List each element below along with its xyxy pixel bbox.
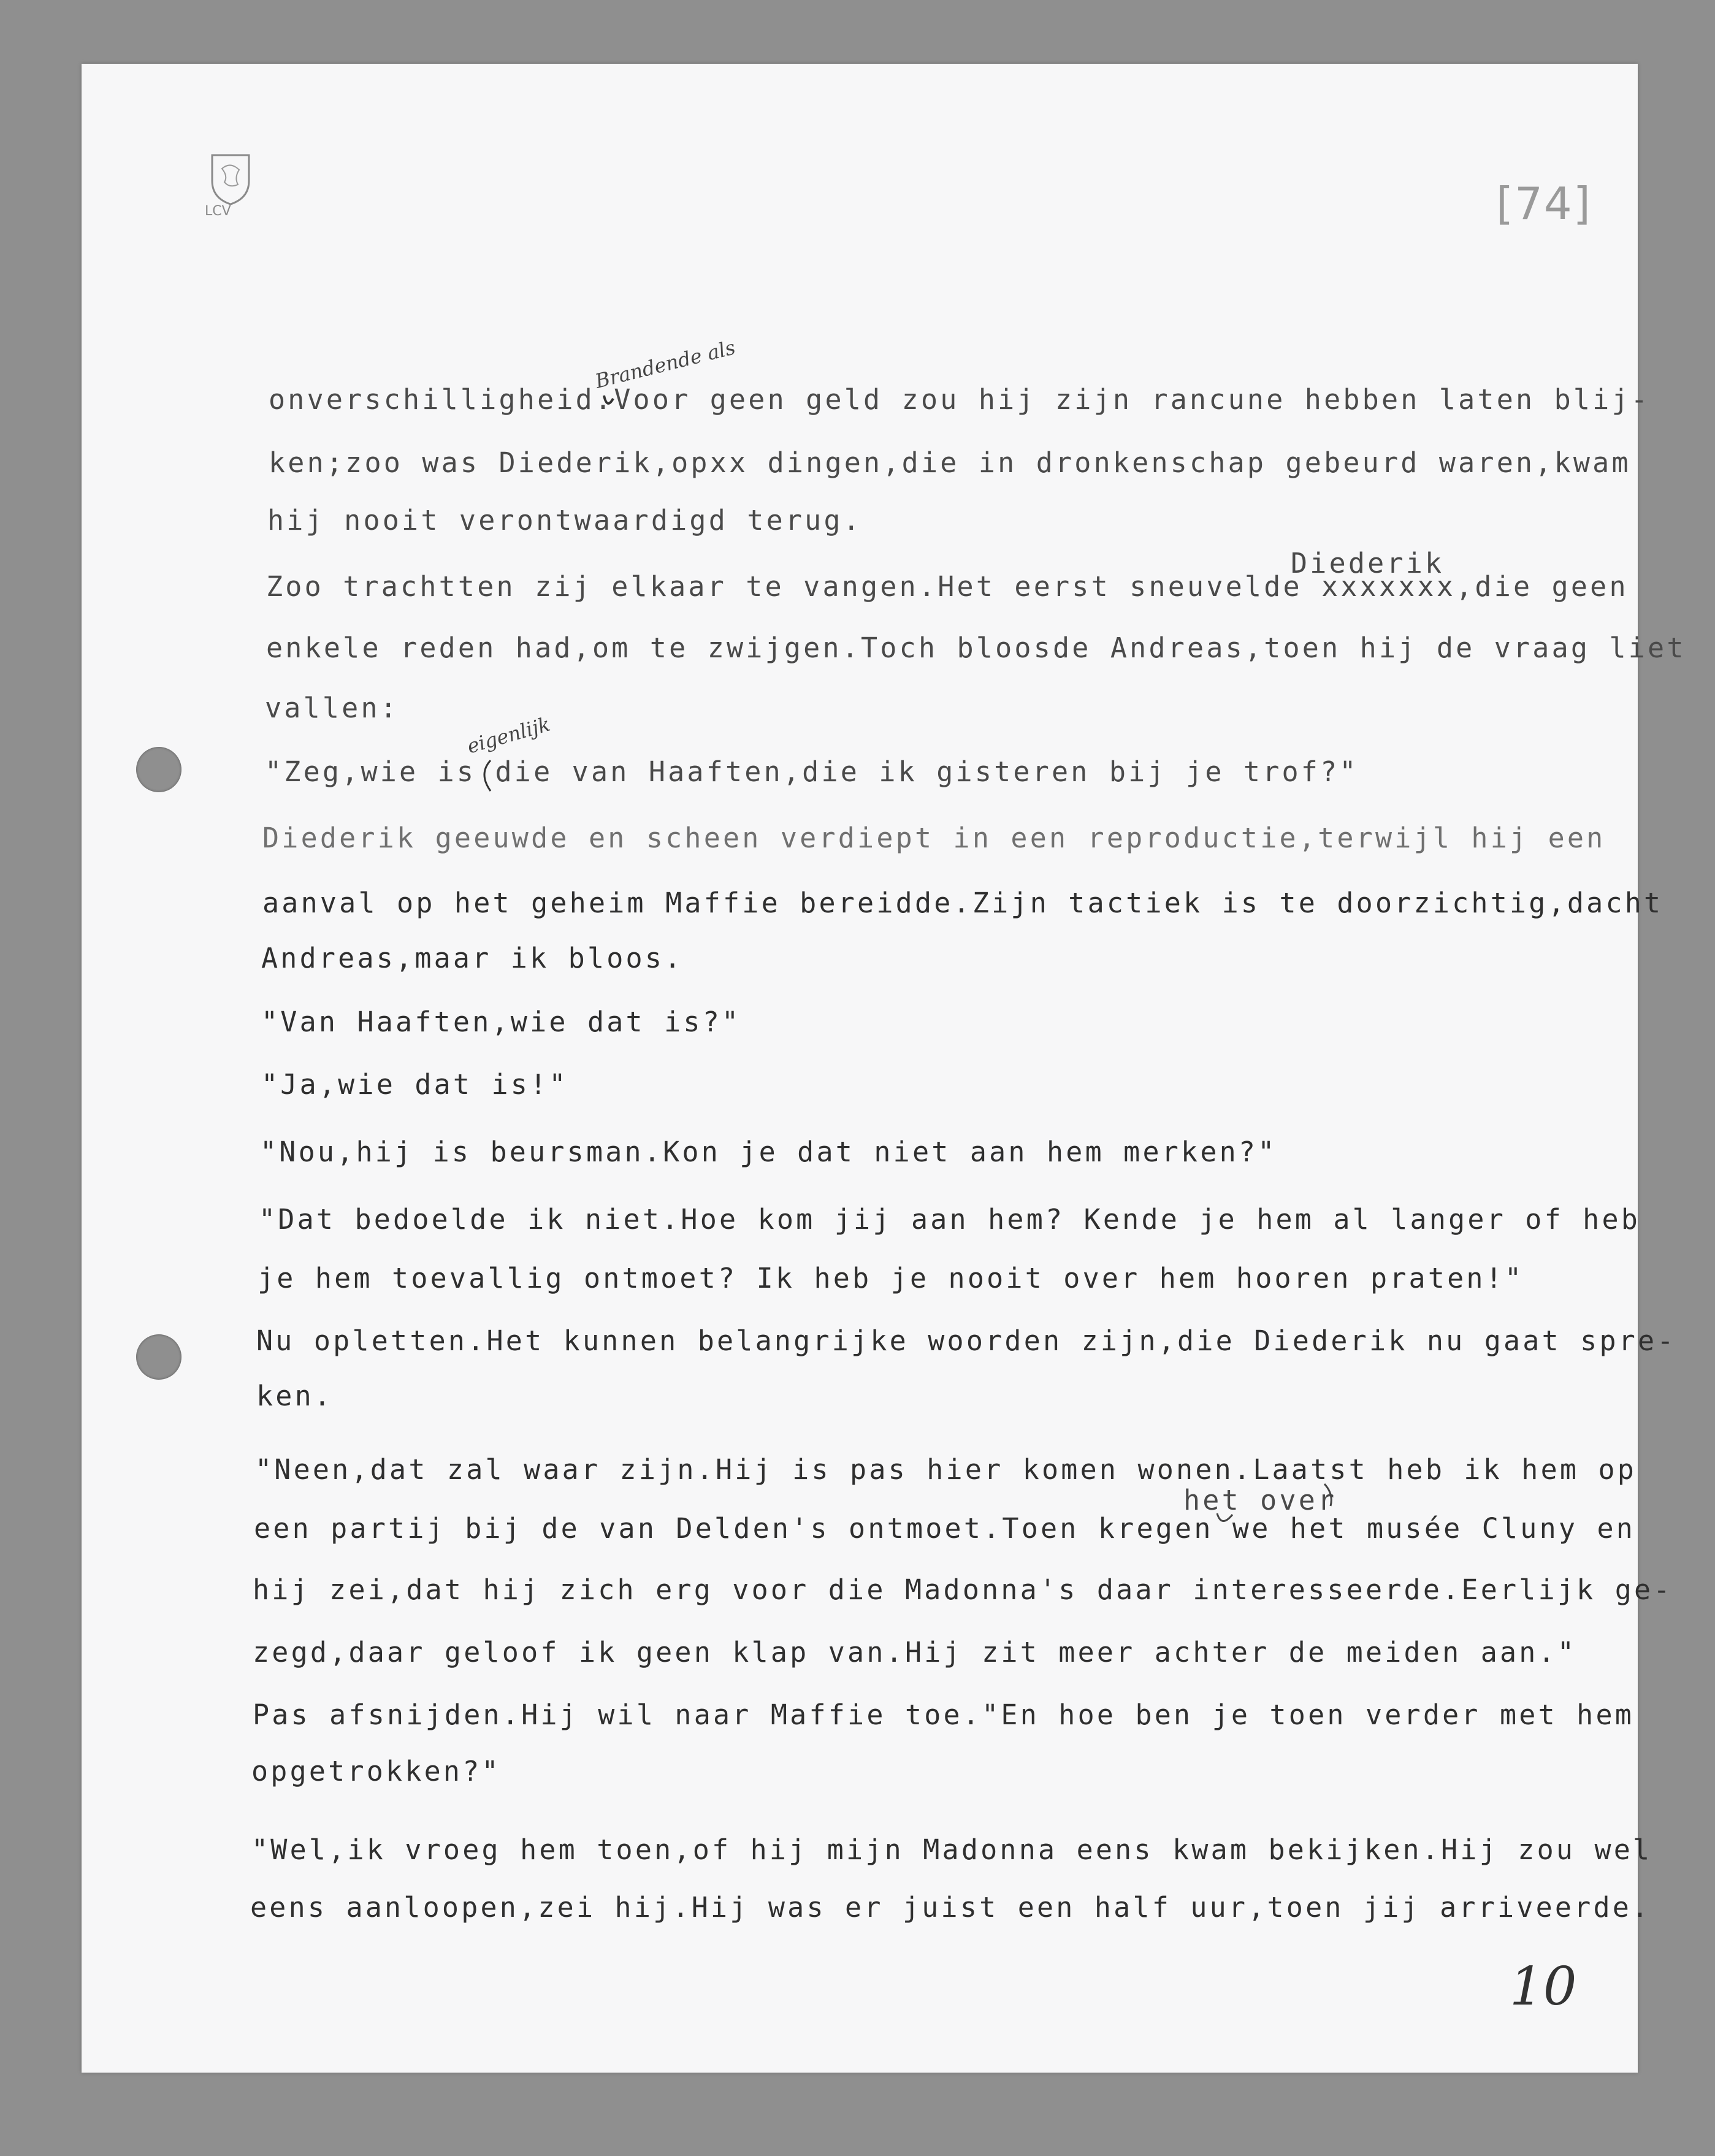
text-line-12: "Ja,wie dat is!": [261, 1068, 568, 1101]
text-line-1: onverschilligheid.Voor geen geld zou hij zijn rancune hebben laten blij-: [269, 383, 1651, 416]
text-line-22: Pas afsnijden.Hij wil naar Maffie toe."En hoe ben je toen verder met hem: [253, 1699, 1635, 1731]
insertion-het-over: het over: [1183, 1484, 1337, 1516]
text-line-19: een partij bij de van Delden's ontmoet.Toen kregen we het musée Cluny en: [254, 1512, 1636, 1545]
handwritten-note-brandende: Brandende als: [592, 335, 738, 393]
text-line-23: opgetrokken?": [251, 1755, 501, 1787]
text-line-14: "Dat bedoelde ik niet.Hoe kom jij aan hem? Kende je hem al langer of heb: [259, 1203, 1641, 1236]
page-number: 10: [1510, 1956, 1577, 2017]
text-line-17: ken.: [256, 1380, 334, 1412]
text-line-24: "Wel,ik vroeg hem toen,of hij mijn Madonna eens kwam bekijken.Hij zou wel: [251, 1833, 1652, 1866]
archive-number: [74]: [1496, 178, 1592, 229]
text-line-21: zegd,daar geloof ik geen klap van.Hij zit meer achter de meiden aan.": [253, 1636, 1577, 1669]
text-line-13: "Nou,hij is beursman.Kon je dat niet aan hem merken?": [260, 1136, 1277, 1168]
svg-text:LCV: LCV: [205, 204, 231, 218]
text-line-3: hij nooit verontwaardigd terug.: [267, 504, 863, 537]
handwritten-note-eigenlijk: eigenlijk: [464, 712, 553, 759]
text-line-4: Zoo trachtten zij elkaar te vangen.Het eerst sneuvelde xxxxxxx,die geen: [266, 570, 1629, 603]
text-line-20: hij zei,dat hij zich erg voor die Madonna's daar interesseerde.Eerlijk ge-: [253, 1573, 1673, 1606]
text-line-11: "Van Haaften,wie dat is?": [261, 1006, 741, 1038]
text-line-16: Nu opletten.Het kunnen belangrijke woorden zijn,die Diederik nu gaat spre-: [256, 1325, 1676, 1357]
text-line-6: vallen:: [265, 692, 400, 724]
insertion-diederik: Diederik: [1291, 547, 1445, 579]
text-line-10: Andreas,maar ik bloos.: [261, 942, 684, 974]
text-line-25: eens aanloopen,zei hij.Hij was er juist een half uur,toen jij arriveerde.: [250, 1891, 1651, 1924]
text-line-18: "Neen,dat zal waar zijn.Hij is pas hier komen wonen.Laatst heb ik hem op: [255, 1453, 1637, 1486]
text-line-8: Diederik geeuwde en scheen verdiept in een reproductie,terwijl hij een: [262, 822, 1606, 854]
text-line-2: ken;zoo was Diederik,opxx dingen,die in dronkenschap gebeurd waren,kwam: [269, 446, 1631, 479]
text-line-5: enkele reden had,om te zwijgen.Toch bloosde Andreas,toen hij de vraag liet: [266, 632, 1686, 664]
text-line-15: je hem toevallig ontmoet? Ik heb je nooit over hem hooren praten!": [258, 1262, 1524, 1294]
text-line-7: "Zeg,wie is die van Haaften,die ik gisteren bij je trof?": [265, 755, 1359, 788]
text-line-9: aanval op het geheim Maffie bereidde.Zijn tactiek is te doorzichtig,dacht: [262, 887, 1663, 919]
